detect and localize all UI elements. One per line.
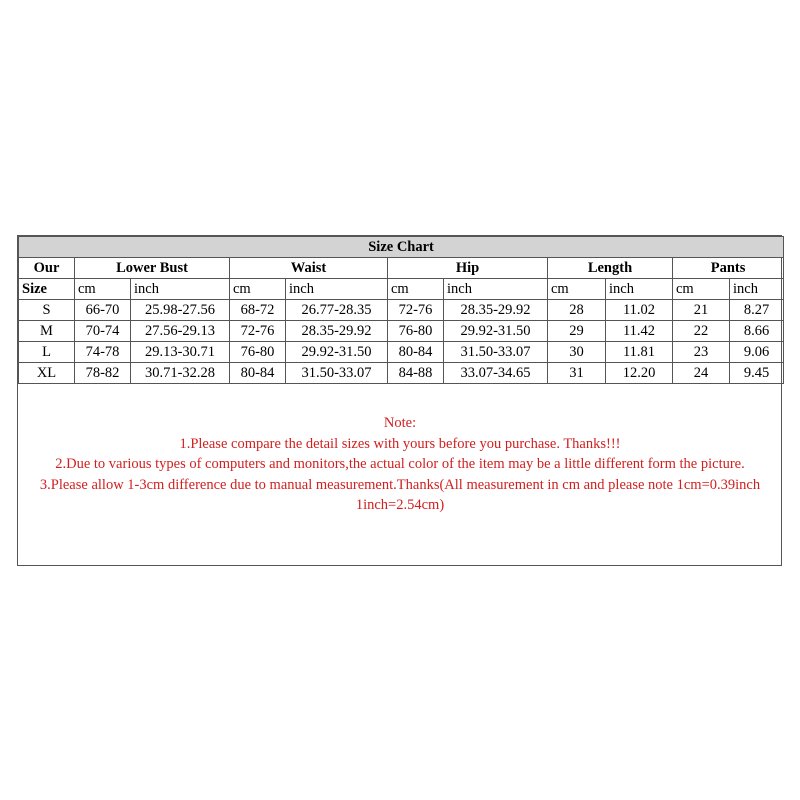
- size-cell: S: [19, 300, 75, 321]
- unit-inch: inch: [444, 279, 548, 300]
- hip-inch-cell: 28.35-29.92: [444, 300, 548, 321]
- hip-cm-cell: 80-84: [388, 342, 444, 363]
- length-inch-cell: 11.02: [606, 300, 673, 321]
- length-inch-cell: 11.81: [606, 342, 673, 363]
- pants-cm-cell: 23: [673, 342, 730, 363]
- unit-row: [19, 279, 784, 300]
- length-cm-cell: 30: [548, 342, 606, 363]
- bust-inch-cell: 25.98-27.56: [131, 300, 230, 321]
- unit-inch: inch: [606, 279, 673, 300]
- table-row: [19, 342, 784, 363]
- header-hip: Hip: [388, 258, 548, 279]
- size-chart-table: [18, 236, 784, 384]
- pants-cm-cell: 22: [673, 321, 730, 342]
- note-line-2: 2.Due to various types of computers and monitors,the actual color of the item may be a little different form the picture.: [55, 456, 745, 472]
- header-lower-bust: Lower Bust: [75, 258, 230, 279]
- header-pants: Pants: [673, 258, 784, 279]
- length-cm-cell: 29: [548, 321, 606, 342]
- size-header-top: Our: [19, 258, 75, 279]
- chart-title: Size Chart: [19, 237, 784, 258]
- header-length: Length: [548, 258, 673, 279]
- note-line-3: 3.Please allow 1-3cm difference due to manual measurement.Thanks(All measurement in cm and please note 1cm=0.39inch 1inch=2.54cm): [39, 476, 761, 513]
- table-row: [19, 363, 784, 384]
- pants-inch-cell: 8.27: [730, 300, 784, 321]
- hip-cm-cell: 84-88: [388, 363, 444, 384]
- pants-cm-cell: 21: [673, 300, 730, 321]
- note-line-1: 1.Please compare the detail sizes with yours before you purchase. Thanks!!!: [179, 435, 621, 452]
- header-row: [19, 258, 784, 279]
- unit-cm: cm: [75, 279, 131, 300]
- unit-cm: cm: [230, 279, 286, 300]
- hip-cm-cell: 72-76: [388, 300, 444, 321]
- bust-cm-cell: 70-74: [75, 321, 131, 342]
- size-chart-panel: [17, 235, 782, 566]
- table-row: [19, 300, 784, 321]
- hip-inch-cell: 29.92-31.50: [444, 321, 548, 342]
- bust-cm-cell: 66-70: [75, 300, 131, 321]
- note-heading: Note:: [383, 415, 417, 431]
- bust-cm-cell: 78-82: [75, 363, 131, 384]
- length-cm-cell: 31: [548, 363, 606, 384]
- pants-inch-cell: 8.66: [730, 321, 784, 342]
- size-cell: XL: [19, 363, 75, 384]
- notes-block: [0, 413, 800, 516]
- header-waist: Waist: [230, 258, 388, 279]
- pants-inch-cell: 9.06: [730, 342, 784, 363]
- hip-inch-cell: 31.50-33.07: [444, 342, 548, 363]
- bust-inch-cell: 29.13-30.71: [131, 342, 230, 363]
- size-header-bottom: Size: [19, 279, 75, 300]
- waist-inch-cell: 26.77-28.35: [286, 300, 388, 321]
- unit-inch: inch: [286, 279, 388, 300]
- waist-cm-cell: 68-72: [230, 300, 286, 321]
- table-row: [19, 321, 784, 342]
- bust-cm-cell: 74-78: [75, 342, 131, 363]
- unit-inch: inch: [131, 279, 230, 300]
- hip-inch-cell: 33.07-34.65: [444, 363, 548, 384]
- length-inch-cell: 12.20: [606, 363, 673, 384]
- unit-cm: cm: [673, 279, 730, 300]
- waist-inch-cell: 28.35-29.92: [286, 321, 388, 342]
- hip-cm-cell: 76-80: [388, 321, 444, 342]
- bust-inch-cell: 27.56-29.13: [131, 321, 230, 342]
- size-cell: M: [19, 321, 75, 342]
- length-cm-cell: 28: [548, 300, 606, 321]
- waist-cm-cell: 80-84: [230, 363, 286, 384]
- waist-cm-cell: 72-76: [230, 321, 286, 342]
- size-cell: L: [19, 342, 75, 363]
- unit-cm: cm: [388, 279, 444, 300]
- unit-inch: inch: [730, 279, 784, 300]
- waist-inch-cell: 29.92-31.50: [286, 342, 388, 363]
- unit-cm: cm: [548, 279, 606, 300]
- pants-inch-cell: 9.45: [730, 363, 784, 384]
- pants-cm-cell: 24: [673, 363, 730, 384]
- waist-inch-cell: 31.50-33.07: [286, 363, 388, 384]
- length-inch-cell: 11.42: [606, 321, 673, 342]
- waist-cm-cell: 76-80: [230, 342, 286, 363]
- bust-inch-cell: 30.71-32.28: [131, 363, 230, 384]
- title-row: [19, 237, 784, 258]
